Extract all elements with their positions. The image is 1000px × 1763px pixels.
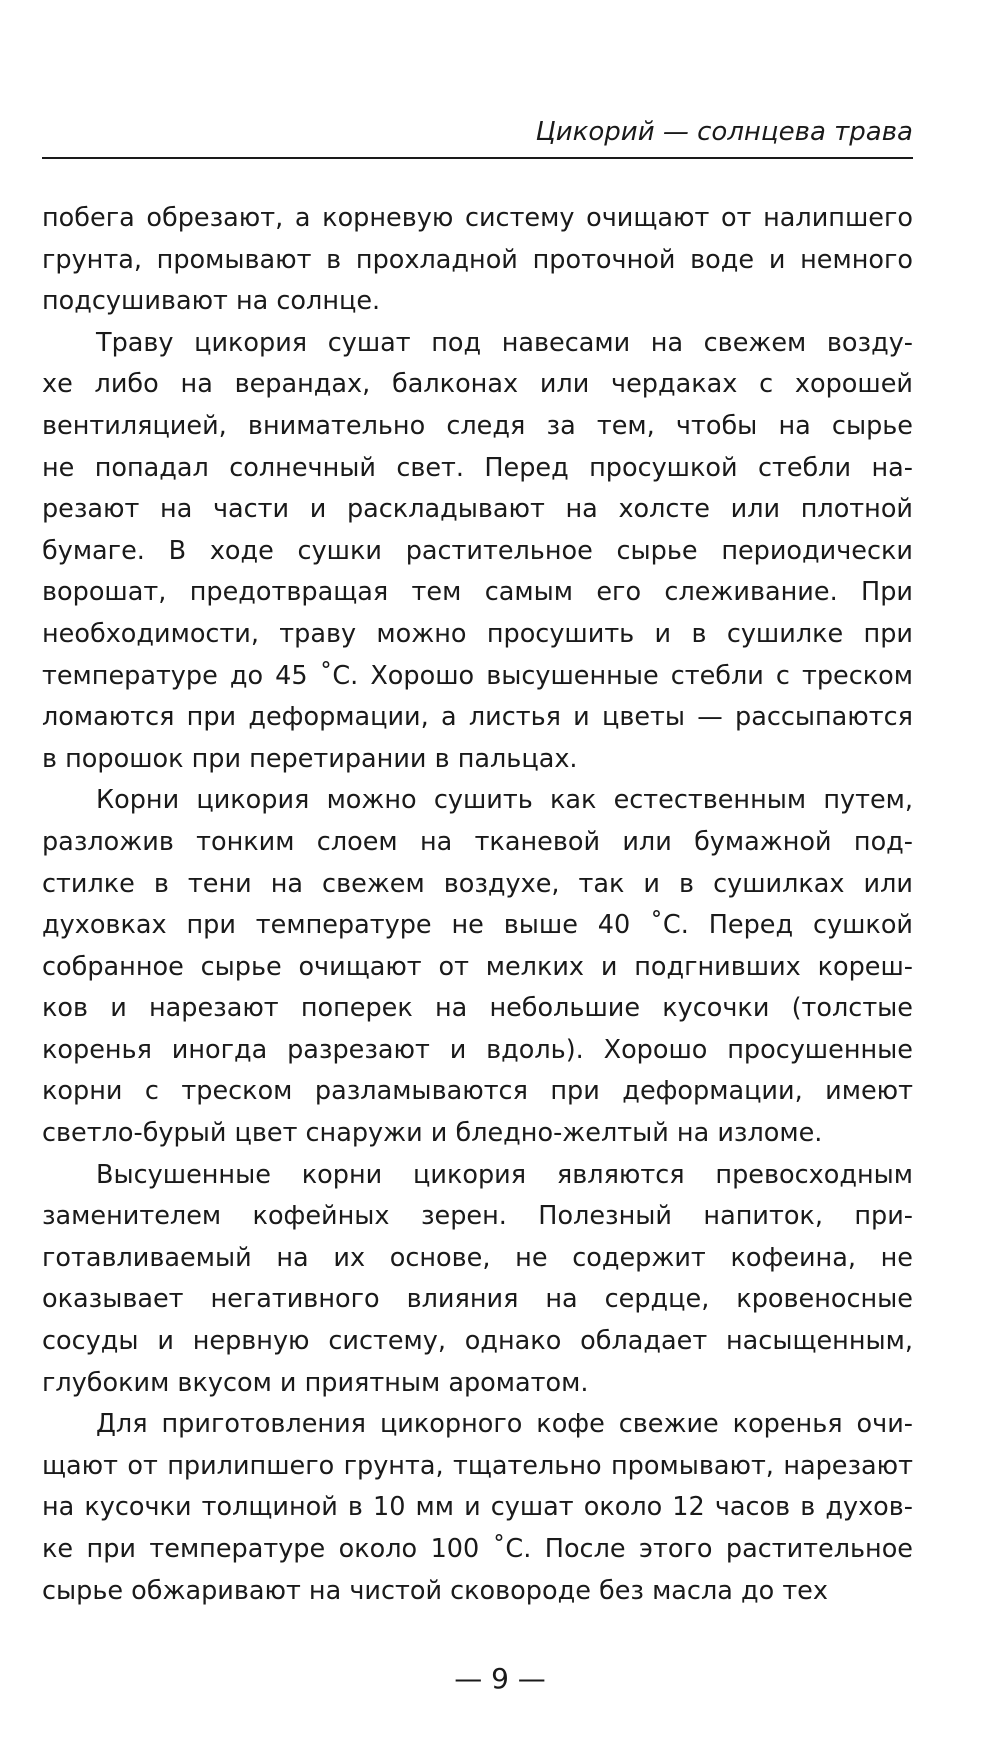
text-line: подсушивают на солнце. xyxy=(42,286,381,317)
running-title: Цикорий — солнцева трава xyxy=(535,117,913,147)
text-line: ке при температуре около 100 ˚С. После этого растительное xyxy=(42,1534,913,1564)
text-line: необходимости, траву можно просушить и в сушилке при xyxy=(42,618,913,649)
text-line: заменителем кофейных зерен. Полезный напиток, при- xyxy=(42,1201,913,1232)
paragraph xyxy=(42,780,913,1154)
paragraph xyxy=(42,1155,913,1405)
text-line: собранное сырье очищают от мелких и подгнивших кореш- xyxy=(42,951,913,982)
text-line: Корни цикория можно сушить как естественным путем, xyxy=(96,785,913,816)
text-line: сосуды и нервную систему, однако обладает насыщенным, xyxy=(42,1326,913,1357)
text-line: резают на части и раскладывают на холсте или плотной xyxy=(42,494,913,525)
text-line: ворошат, предотвращая тем самым его слеживание. При xyxy=(42,577,913,608)
header-rule xyxy=(42,157,913,159)
text-line: ломаются при деформации, а листья и цветы — рассыпаются xyxy=(42,702,913,733)
text-line: вентиляцией, внимательно следя за тем, чтобы на сырье xyxy=(42,410,913,441)
text-line: в порошок при перетирании в пальцах. xyxy=(42,743,578,774)
paragraph xyxy=(42,198,913,323)
text-line: готавливаемый на их основе, не содержит кофеина, не xyxy=(42,1242,913,1273)
text-line: стилке в тени на свежем воздухе, так и в сушилках или xyxy=(42,868,913,899)
text-line: Траву цикория сушат под навесами на свежем возду- xyxy=(96,327,913,358)
text-line: ков и нарезают поперек на небольшие кусочки (толстые xyxy=(42,993,913,1024)
text-line: сырье обжаривают на чистой сковороде без масла до тех xyxy=(42,1575,828,1606)
text-line: температуре до 45 ˚С. Хорошо высушенные стебли с треском xyxy=(42,660,913,691)
paragraph xyxy=(42,1404,913,1612)
text-line: духовках при температуре не выше 40 ˚С. Перед сушкой xyxy=(42,910,913,941)
text-line: разложив тонким слоем на тканевой или бумажной под- xyxy=(42,826,913,857)
text-line: глубоким вкусом и приятным ароматом. xyxy=(42,1367,589,1398)
text-line: коренья иногда разрезают и вдоль). Хорошо просушенные xyxy=(42,1034,913,1065)
text-line: щают от прилипшего грунта, тщательно промывают, нарезают xyxy=(42,1450,913,1481)
text-line: грунта, промывают в прохладной проточной воде и немного xyxy=(42,244,913,275)
text-line: на кусочки толщиной в 10 мм и сушат около 12 часов в духов- xyxy=(42,1492,913,1523)
text-line: оказывает негативного влияния на сердце, кровеносные xyxy=(42,1284,913,1315)
paragraph xyxy=(42,323,913,781)
page-number: — 9 — xyxy=(454,1662,546,1695)
text-line: бумаге. В ходе сушки растительное сырье периодически xyxy=(42,535,913,566)
text-line: Для приготовления цикорного кофе свежие коренья очи- xyxy=(96,1409,913,1440)
text-line: Высушенные корни цикория являются превосходным xyxy=(96,1159,913,1190)
text-line: светло-бурый цвет снаружи и бледно-желтый на изломе. xyxy=(42,1118,823,1149)
text-line: не попадал солнечный свет. Перед просушкой стебли на- xyxy=(42,452,913,483)
text-line: побега обрезают, а корневую систему очищают от налипшего xyxy=(42,203,913,233)
text-line: хе либо на верандах, балконах или чердаках с хорошей xyxy=(42,369,913,400)
text-line: корни с треском разламываются при деформации, имеют xyxy=(42,1076,913,1107)
body-text xyxy=(42,198,913,1612)
